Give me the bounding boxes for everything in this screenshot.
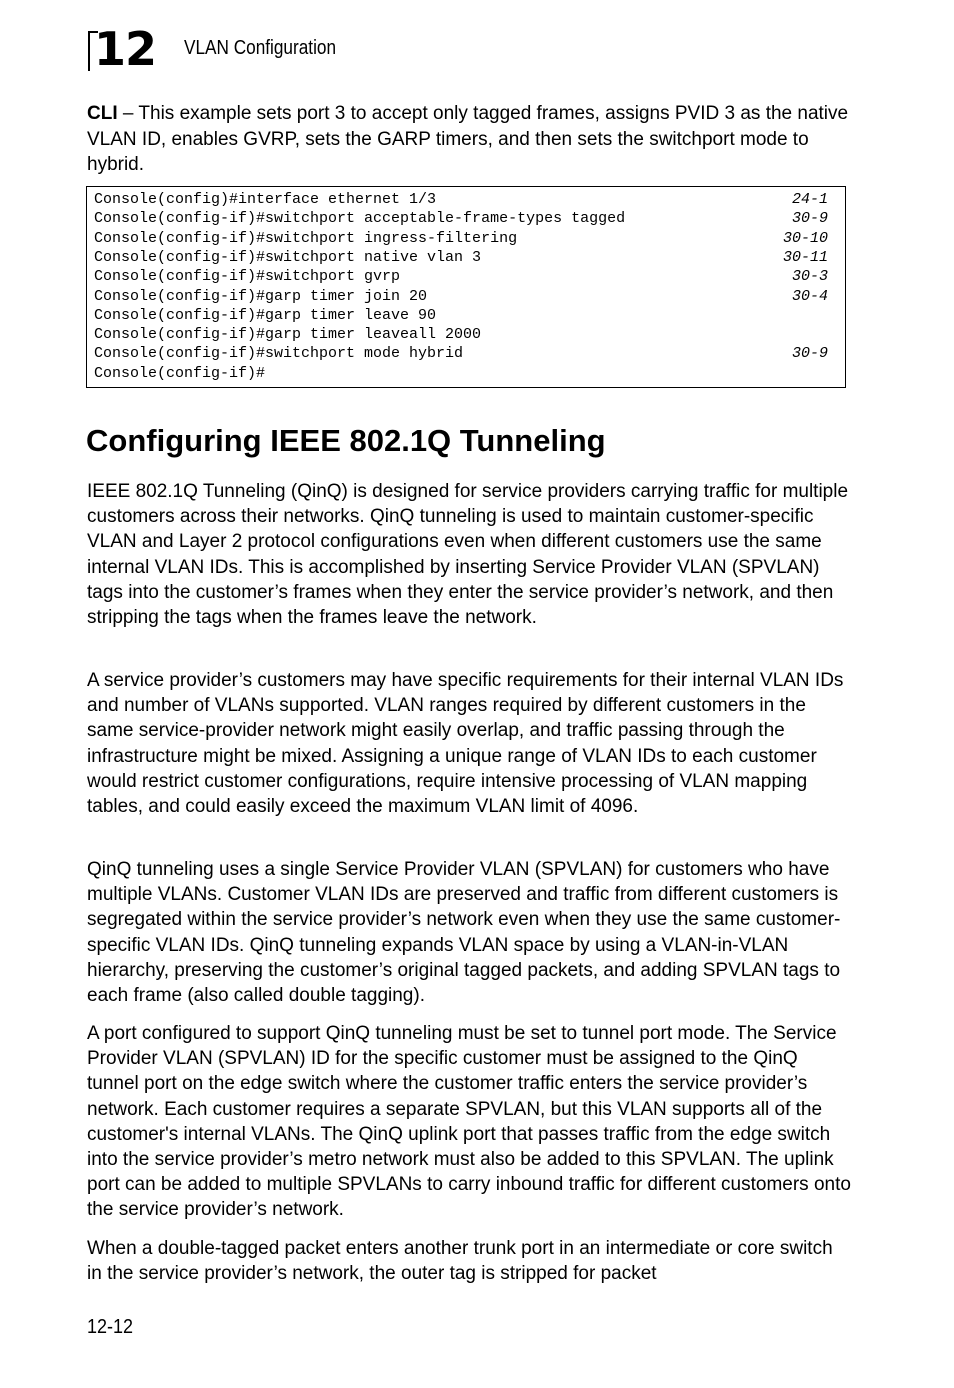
chapter-title: VLAN Configuration xyxy=(184,37,337,59)
code-reference: 30-11 xyxy=(782,248,828,266)
body-paragraph: IEEE 802.1Q Tunneling (QinQ) is designed for service providers carrying traffic for multiple customers across their networks. QinQ tunneling is used to maintain customer-specific VLAN and Layer 2 protocol configurations even when different customers use the same internal VLAN IDs. This is accomplished by inserting Service Provider VLAN (SPVLAN) tags into the customer’s frames when they enter the service provider’s network, and then stripping the tags when the frames leave the network. xyxy=(87,481,849,629)
code-reference: 30-3 xyxy=(791,268,828,286)
code-line xyxy=(94,209,828,228)
cli-intro xyxy=(87,101,857,178)
code-line xyxy=(94,229,828,248)
code-command: Console(config-if)#switchport gvrp xyxy=(94,268,401,286)
body-paragraph: When a double-tagged packet enters another trunk port in an intermediate or core switch in the service provider’s network, the outer tag is stripped for packet xyxy=(87,1238,833,1285)
code-line xyxy=(94,306,828,325)
cli-intro-text: – This example sets port 3 to accept only tagged frames, assigns PVID 3 as the native VLAN ID, enables GVRP, sets the GARP timers, and then sets the switchport mode to hybrid. xyxy=(87,103,849,175)
body-paragraph: A port configured to support QinQ tunneling must be set to tunnel port mode. The Service Provider VLAN (SPVLAN) ID for the specific customer must be assigned to the QinQ tunnel port on the edge switch where the customer traffic enters the service provider’s network. Each customer requires a separate SPVLAN, but this VLAN supports all of the customer's internal VLANs. The QinQ uplink port that passes traffic from the edge switch into the service provider’s metro network must also be added to this SPVLAN. The uplink port can be added to multiple SPVLANs to carry inbound traffic for different customers onto the service provider’s network. xyxy=(87,1023,851,1221)
code-line xyxy=(94,267,828,286)
code-command: Console(config-if)#switchport mode hybrid xyxy=(94,345,464,363)
code-command: Console(config-if)# xyxy=(94,364,266,382)
code-command: Console(config-if)#garp timer join 20 xyxy=(94,287,428,305)
page-number: 12-12 xyxy=(87,1316,134,1338)
code-command: Console(config-if)#switchport acceptable-frame-types tagged xyxy=(94,210,626,228)
code-command: Console(config-if)#switchport native vlan 3 xyxy=(94,248,482,266)
code-reference: 30-9 xyxy=(791,345,828,363)
code-command: Console(config-if)#switchport ingress-filtering xyxy=(94,229,518,247)
code-command: Console(config-if)#garp timer leaveall 2000 xyxy=(94,326,482,344)
section-heading: Configuring IEEE 802.1Q Tunneling xyxy=(86,423,606,458)
code-example xyxy=(86,186,846,388)
code-command: Console(config)#interface ethernet 1/3 xyxy=(94,191,437,208)
code-line xyxy=(94,287,828,306)
code-line xyxy=(94,325,828,344)
code-reference: 30-10 xyxy=(782,229,828,247)
chapter-marker-bar xyxy=(88,31,90,71)
body-paragraph: QinQ tunneling uses a single Service Provider VLAN (SPVLAN) for customers who have multiple VLANs. Customer VLAN IDs are preserved and traffic from different customers is segregated within the service provider’s network even when they use the same customer-specific VLAN IDs. QinQ tunneling expands VLAN space by using a VLAN-in-VLAN hierarchy, preserving the customer’s original tagged packets, and adding SPVLAN tags to each frame (also called double tagging). xyxy=(87,859,841,1007)
code-line xyxy=(94,248,828,267)
code-line xyxy=(94,364,828,383)
body-paragraph: A service provider’s customers may have specific requirements for their internal VLAN IDs and number of VLANs supported. VLAN ranges required by different customers in the same service-provider network might easily overlap, and traffic passing through the infrastructure might be mixed. Assigning a unique range of VLAN IDs to each customer would restrict customer configurations, require intensive processing of VLAN mapping tables, and could easily exceed the maximum VLAN limit of 4096. xyxy=(87,670,844,818)
code-line xyxy=(94,344,828,363)
code-reference: 30-4 xyxy=(791,287,828,305)
code-reference: 30-9 xyxy=(791,210,828,228)
code-reference: 24-1 xyxy=(791,191,828,208)
code-command: Console(config-if)#garp timer leave 90 xyxy=(94,306,437,324)
chapter-number-text: 12 xyxy=(94,22,157,76)
cli-label: CLI xyxy=(87,103,118,124)
code-line xyxy=(94,190,828,209)
